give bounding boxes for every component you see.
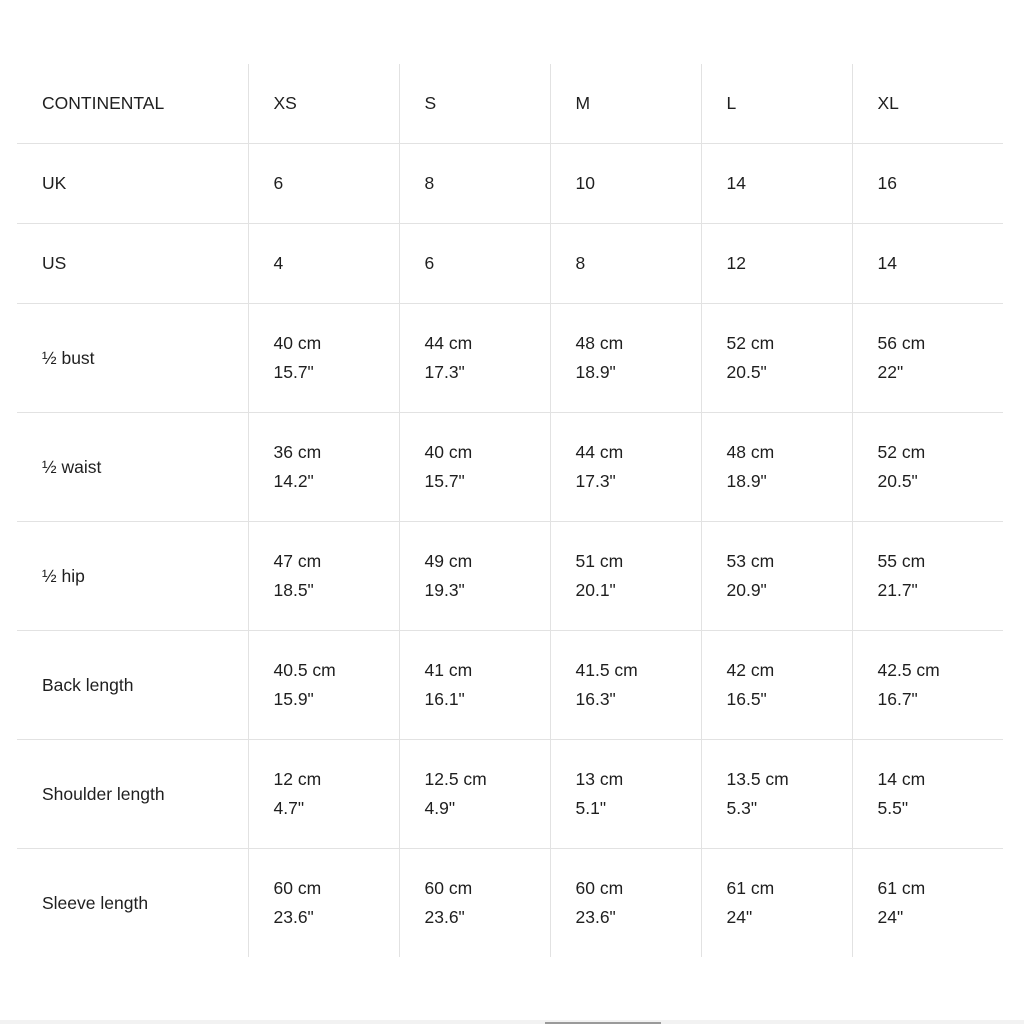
- value-inch: 17.3": [424, 362, 465, 382]
- measurement-cell: [550, 849, 701, 958]
- row-label: ½ bust: [17, 304, 248, 413]
- cell-value: 12: [701, 224, 852, 304]
- value-cm: 12.5 cm: [424, 769, 487, 789]
- value-inch: 16.5": [726, 689, 767, 709]
- measurement-cell: [852, 740, 1003, 849]
- value-inch: 19.3": [424, 580, 465, 600]
- value-cm: 60 cm: [575, 878, 624, 898]
- table-row-half-bust: [17, 304, 1003, 413]
- measurement-cell: [248, 631, 399, 740]
- row-label: Back length: [17, 631, 248, 740]
- value-inch: 23.6": [575, 907, 616, 927]
- measurement-cell: [550, 413, 701, 522]
- value-inch: 20.5": [877, 471, 918, 491]
- value-cm: 40 cm: [424, 442, 473, 462]
- value-cm: 48 cm: [726, 442, 775, 462]
- value-cm: 49 cm: [424, 551, 473, 571]
- value-cm: 36 cm: [273, 442, 322, 462]
- measurement-cell: [399, 740, 550, 849]
- measurement-cell: [550, 522, 701, 631]
- table-row-half-waist: [17, 413, 1003, 522]
- measurement-cell: [701, 849, 852, 958]
- value-inch: 14.2": [273, 471, 314, 491]
- header-size-xs: XS: [248, 64, 399, 144]
- table-row-us: [17, 224, 1003, 304]
- value-cm: 60 cm: [273, 878, 322, 898]
- measurement-cell: [701, 522, 852, 631]
- measurement-cell: [852, 413, 1003, 522]
- value-cm: 44 cm: [424, 333, 473, 353]
- value-cm: 55 cm: [877, 551, 926, 571]
- cell-value: 6: [399, 224, 550, 304]
- table-row-uk: [17, 144, 1003, 224]
- value-cm: 56 cm: [877, 333, 926, 353]
- measurement-cell: [701, 740, 852, 849]
- value-inch: 5.3": [726, 798, 758, 818]
- measurement-cell: [550, 740, 701, 849]
- row-label: UK: [17, 144, 248, 224]
- row-label: ½ waist: [17, 413, 248, 522]
- value-inch: 20.5": [726, 362, 767, 382]
- value-cm: 44 cm: [575, 442, 624, 462]
- size-header-row: [17, 64, 1003, 144]
- value-cm: 14 cm: [877, 769, 926, 789]
- value-cm: 51 cm: [575, 551, 624, 571]
- value-cm: 53 cm: [726, 551, 775, 571]
- table-row-back-length: [17, 631, 1003, 740]
- value-cm: 47 cm: [273, 551, 322, 571]
- value-inch: 23.6": [273, 907, 314, 927]
- cell-value: 16: [852, 144, 1003, 224]
- value-inch: 5.5": [877, 798, 909, 818]
- header-size-xl: XL: [852, 64, 1003, 144]
- value-cm: 12 cm: [273, 769, 322, 789]
- header-size-l: L: [701, 64, 852, 144]
- value-inch: 21.7": [877, 580, 918, 600]
- value-cm: 60 cm: [424, 878, 473, 898]
- measurement-cell: [852, 631, 1003, 740]
- measurement-cell: [701, 304, 852, 413]
- value-inch: 4.7": [273, 798, 305, 818]
- value-inch: 16.7": [877, 689, 918, 709]
- value-cm: 41 cm: [424, 660, 473, 680]
- measurement-cell: [399, 413, 550, 522]
- row-label: ½ hip: [17, 522, 248, 631]
- size-chart-table: [17, 64, 1003, 957]
- value-inch: 20.9": [726, 580, 767, 600]
- value-cm: 40.5 cm: [273, 660, 336, 680]
- value-cm: 61 cm: [877, 878, 926, 898]
- cell-value: 8: [550, 224, 701, 304]
- table-row-shoulder-length: [17, 740, 1003, 849]
- row-label: US: [17, 224, 248, 304]
- value-inch: 24": [877, 907, 904, 927]
- value-cm: 52 cm: [726, 333, 775, 353]
- value-inch: 15.9": [273, 689, 314, 709]
- table-row-sleeve-length: [17, 849, 1003, 958]
- bottom-toolbar: [0, 1020, 1024, 1024]
- value-inch: 18.5": [273, 580, 314, 600]
- cell-value: 8: [399, 144, 550, 224]
- measurement-cell: [701, 413, 852, 522]
- row-label: Sleeve length: [42, 892, 149, 913]
- value-cm: 61 cm: [726, 878, 775, 898]
- measurement-cell: [852, 522, 1003, 631]
- header-label: CONTINENTAL: [17, 64, 248, 144]
- measurement-cell: [399, 631, 550, 740]
- header-size-m: M: [550, 64, 701, 144]
- value-cm: 40 cm: [273, 333, 322, 353]
- value-inch: 15.7": [273, 362, 314, 382]
- value-inch: 17.3": [575, 471, 616, 491]
- value-inch: 22": [877, 362, 904, 382]
- header-size-s: S: [399, 64, 550, 144]
- measurement-cell: [248, 740, 399, 849]
- measurement-cell: [550, 631, 701, 740]
- value-cm: 13 cm: [575, 769, 624, 789]
- measurement-cell: [248, 849, 399, 958]
- value-inch: 18.9": [726, 471, 767, 491]
- measurement-cell: [248, 413, 399, 522]
- cell-value: 10: [550, 144, 701, 224]
- measurement-cell: [399, 849, 550, 958]
- row-label: Shoulder length: [17, 740, 248, 849]
- table-row-half-hip: [17, 522, 1003, 631]
- value-inch: 5.1": [575, 798, 607, 818]
- cell-value: 4: [248, 224, 399, 304]
- measurement-cell: [852, 849, 1003, 958]
- value-cm: 42.5 cm: [877, 660, 940, 680]
- measurement-cell: [701, 631, 852, 740]
- measurement-cell: [248, 304, 399, 413]
- measurement-cell: [399, 522, 550, 631]
- value-inch: 16.3": [575, 689, 616, 709]
- value-inch: 20.1": [575, 580, 616, 600]
- value-inch: 24": [726, 907, 753, 927]
- value-cm: 42 cm: [726, 660, 775, 680]
- value-cm: 52 cm: [877, 442, 926, 462]
- value-inch: 4.9": [424, 798, 456, 818]
- value-cm: 48 cm: [575, 333, 624, 353]
- value-cm: 13.5 cm: [726, 769, 789, 789]
- value-inch: 15.7": [424, 471, 465, 491]
- measurement-cell: [248, 522, 399, 631]
- value-inch: 18.9": [575, 362, 616, 382]
- cell-value: 6: [248, 144, 399, 224]
- measurement-cell: [399, 304, 550, 413]
- cell-value: 14: [701, 144, 852, 224]
- value-cm: 41.5 cm: [575, 660, 638, 680]
- value-inch: 23.6": [424, 907, 465, 927]
- measurement-cell: [550, 304, 701, 413]
- cell-value: 14: [852, 224, 1003, 304]
- measurement-cell: [852, 304, 1003, 413]
- value-inch: 16.1": [424, 689, 465, 709]
